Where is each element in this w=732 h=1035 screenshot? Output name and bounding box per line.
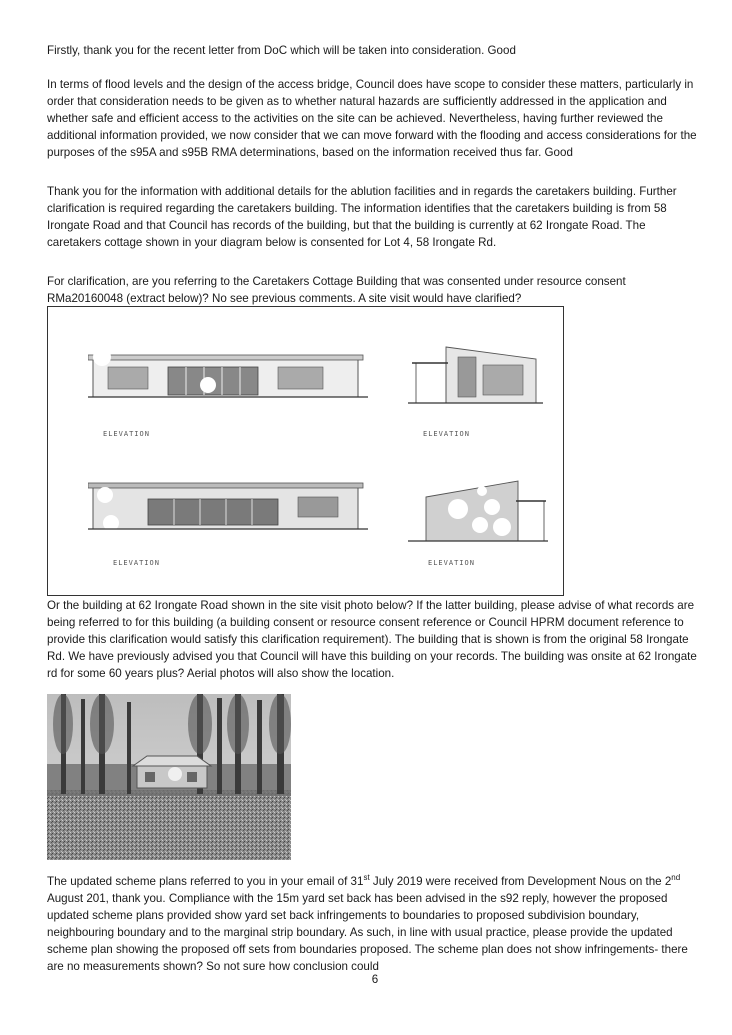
front-elevation-drawing xyxy=(88,345,368,409)
elevation-label-3: ELEVATION xyxy=(113,559,160,567)
paragraph-site-visit: Or the building at 62 Irongate Road shown in the site visit photo below? If the latter building, please advise of what records are being referred to for this building (a building consent or resource consent reference or Council HPRM document reference to provide this clarification would satisfy this clarification requirement). The building that is shown is from the original 58 Irongate Rd. We have previously advised you that Council will have this building on your records. The building was onsite at 62 Irongate rd for some 60 years plus? Aerial photos will also show the location. xyxy=(47,599,697,680)
paragraph-flood-levels: In terms of flood levels and the design of the access bridge, Council does have scope to consider these matters, particularly in order that consideration needs to be given as to whether natural hazards are sufficiently addressed in the application and whether safe and efficient access to the activities on the site can be achieved. Nevertheless, having further reviewed the additional information provided, we now consider that we can move forward with the flooding and access considerations for the purposes of the s95A and s95B RMA determinations, based on the information received thus far. Good xyxy=(47,78,697,159)
elevation-label-1: ELEVATION xyxy=(103,430,150,438)
other-side-elevation-drawing xyxy=(408,467,548,547)
paragraph-clarification: For clarification, are you referring to the Caretakers Cottage Building that was consented under resource consent RMa20160048 (extract below)? No see previous comments. A site visit would have clarified? xyxy=(47,275,626,305)
rear-elevation-drawing xyxy=(88,475,368,539)
paragraph-caretakers-building: Thank you for the information with additional details for the ablution facilities and in regards the caretakers building. Further clarification is required regarding the caretakers building. The information identifies that the caretakers building is from 58 Irongate Road and that Council has records of the building, but that the building is currently at 62 Irongate Road. The caretakers cottage shown in your diagram below is consented for Lot 4, 58 Irongate Rd. xyxy=(47,185,677,249)
page-number: 6 xyxy=(371,973,379,986)
paragraph-scheme-plans xyxy=(47,874,697,975)
elevation-drawings-figure xyxy=(47,306,564,596)
elevation-label-4: ELEVATION xyxy=(428,559,475,567)
ordinal-nd: nd xyxy=(671,873,681,883)
scheme-text-a: The updated scheme plans referred to you in your email of 31 xyxy=(47,875,364,888)
elevation-label-2: ELEVATION xyxy=(423,430,470,438)
scheme-text-c: August 201, thank you. Compliance with the 15m yard set back has been advised in the s92 reply, however the proposed updated scheme plans provided show yard set back infringements to boundaries to proposed subdivision boundary, neighbouring boundary and to the marginal strip boundary. As such, in line with usual practice, please provide the updated scheme plan showing the proposed off sets from boundaries proposed. The scheme plan does not show infringements- there are no measurements shown? So not sure how conclusion could xyxy=(47,891,688,973)
site-visit-photo xyxy=(47,694,291,860)
site-photo-image xyxy=(47,694,291,860)
paragraph-doc-letter: Firstly, thank you for the recent letter from DoC which will be taken into consideration. Good xyxy=(47,44,516,57)
ordinal-st: st xyxy=(363,873,370,883)
side-elevation-drawing xyxy=(408,329,548,409)
scheme-text-b: July 2019 were received from Development Nous on the 2 xyxy=(369,875,672,888)
